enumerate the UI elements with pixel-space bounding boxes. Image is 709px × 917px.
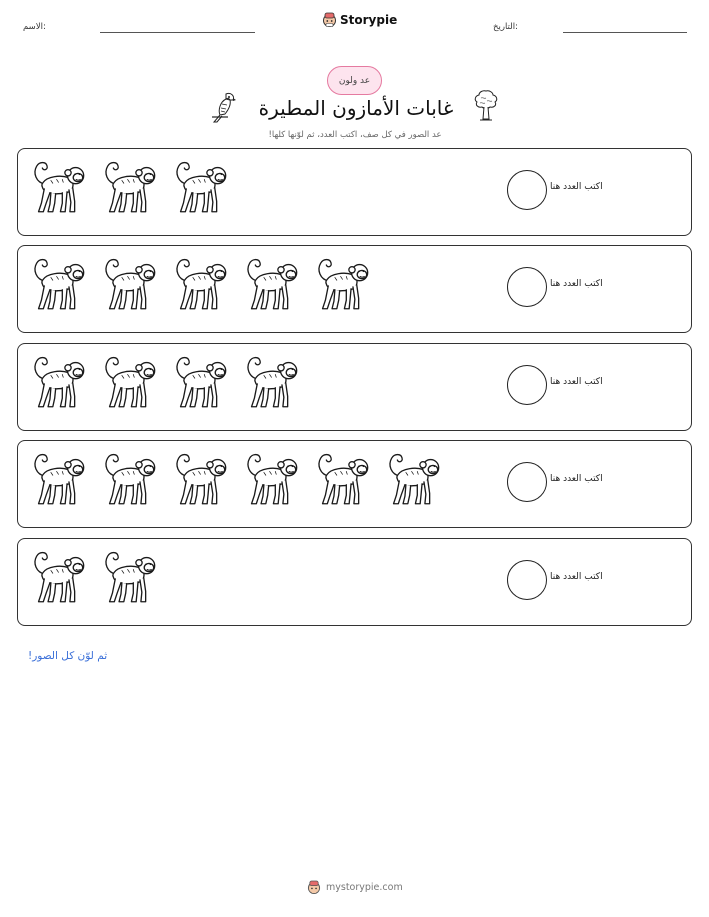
site-url: mystorypie.com [326,882,403,893]
worksheet-title: غابات الأمازون المطيرة [258,96,454,120]
answer-circle[interactable] [507,560,547,600]
storypie-mascot-icon [307,880,321,895]
monkey-icon [172,158,229,218]
counting-row [17,245,692,333]
answer-circle[interactable] [507,267,547,307]
site-footer [307,880,403,895]
answer-prompt: اكتب العدد هنا [550,377,603,387]
answer-prompt: اكتب العدد هنا [550,182,603,192]
monkey-icon [172,255,229,315]
brand-logo [322,12,397,28]
brand-name: Storypie [340,13,398,27]
counting-row [17,148,692,236]
activity-tag: عد ولون [327,66,382,95]
answer-prompt: اكتب العدد هنا [550,279,603,289]
counting-row [17,343,692,431]
monkey-icon [385,450,442,510]
date-line[interactable] [563,32,687,33]
monkey-icon [172,353,229,413]
parrot-icon [210,90,238,124]
monkey-icon [314,450,371,510]
answer-prompt: اكتب العدد هنا [550,474,603,484]
monkey-icon [101,353,158,413]
monkey-icon [243,450,300,510]
date-label: التاريخ: [493,22,518,32]
answer-circle[interactable] [507,365,547,405]
picture-group [30,548,158,610]
monkey-icon [243,255,300,315]
picture-group [30,353,300,415]
answer-circle[interactable] [507,462,547,502]
monkey-icon [30,158,87,218]
name-line[interactable] [100,32,255,33]
monkey-icon [30,353,87,413]
monkey-icon [30,450,87,510]
monkey-icon [243,353,300,413]
monkey-icon [30,548,87,608]
answer-prompt: اكتب العدد هنا [550,572,603,582]
picture-group [30,450,442,512]
worksheet-instructions: عد الصور في كل صف، اكتب العدد، ثم لوّنها كلها! [268,130,442,140]
monkey-icon [101,548,158,608]
picture-group [30,255,371,317]
picture-group [30,158,229,220]
monkey-icon [172,450,229,510]
name-label: الاسم: [23,22,46,32]
counting-row [17,538,692,626]
tree-icon [472,88,500,122]
color-instruction: ثم لوّن كل الصور! [28,650,108,662]
monkey-icon [101,450,158,510]
monkey-icon [314,255,371,315]
monkey-icon [101,158,158,218]
monkey-icon [30,255,87,315]
counting-row [17,440,692,528]
answer-circle[interactable] [507,170,547,210]
storypie-mascot-icon [322,12,337,28]
monkey-icon [101,255,158,315]
